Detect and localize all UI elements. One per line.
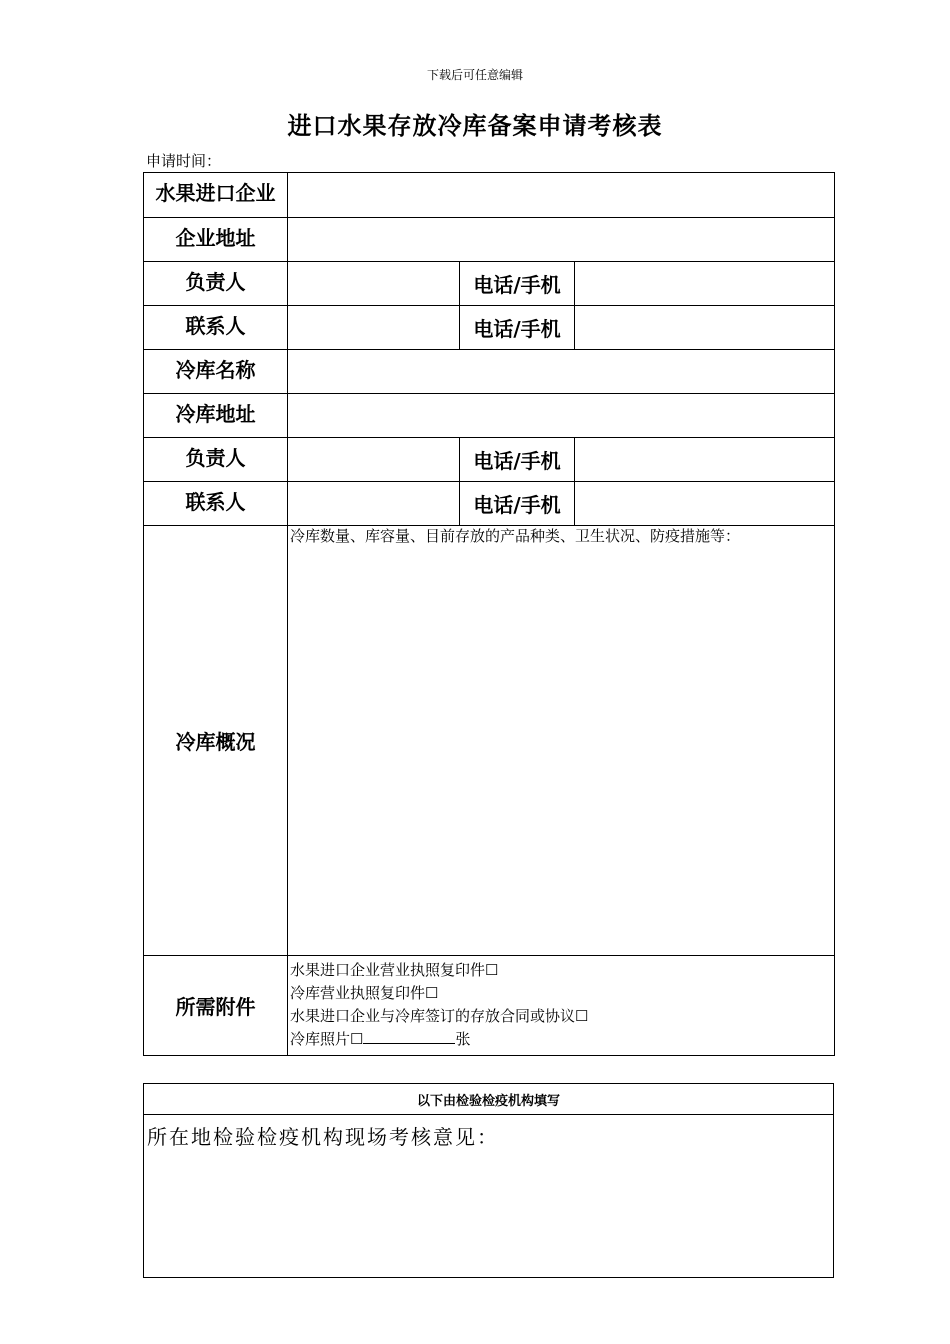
page-title: 进口水果存放冷库备案申请考核表 xyxy=(287,111,663,140)
cold-store-address-label: 冷库地址 xyxy=(144,394,288,438)
inspection-table xyxy=(143,1083,834,1278)
form-row-cold-store-contact xyxy=(144,482,835,526)
company-contact-phone-label: 电话/手机 xyxy=(460,306,575,350)
company-address-field[interactable] xyxy=(288,218,835,262)
attachment-text: 冷库营业执照复印件☐ xyxy=(290,984,439,1002)
photo-count-blank[interactable] xyxy=(363,1028,455,1044)
form-row-company-address xyxy=(144,218,835,262)
importer-label: 水果进口企业 xyxy=(144,173,288,218)
form-row-overview xyxy=(144,526,835,956)
inspection-opinion-row xyxy=(144,1115,834,1278)
cold-store-contact-phone-label: 电话/手机 xyxy=(460,482,575,526)
form-row-cold-store-address xyxy=(144,394,835,438)
attachment-item-storage-contract[interactable] xyxy=(290,1005,832,1028)
form-row-cold-store-name xyxy=(144,350,835,394)
form-row-company-contact xyxy=(144,306,835,350)
company-contact-field[interactable] xyxy=(288,306,460,350)
company-manager-phone-label: 电话/手机 xyxy=(460,262,575,306)
inspection-opinion-field[interactable] xyxy=(144,1115,834,1278)
cold-store-contact-field[interactable] xyxy=(288,482,460,526)
cold-store-manager-field[interactable] xyxy=(288,438,460,482)
cold-store-manager-phone-label: 电话/手机 xyxy=(460,438,575,482)
attachment-text: 冷库照片☐ xyxy=(290,1030,364,1048)
overview-label: 冷库概况 xyxy=(144,526,288,956)
application-form-table xyxy=(143,172,835,1056)
overview-hint: 冷库数量、库容量、目前存放的产品种类、卫生状况、防疫措施等： xyxy=(290,527,741,545)
form-row-company-manager xyxy=(144,262,835,306)
cold-store-contact-phone-field[interactable] xyxy=(575,482,835,526)
attachments-label: 所需附件 xyxy=(144,956,288,1056)
company-manager-phone-field[interactable] xyxy=(575,262,835,306)
cold-store-address-field[interactable] xyxy=(288,394,835,438)
inspection-opinion-label: 所在地检验检疫机构现场考核意见： xyxy=(147,1125,499,1149)
header-note: 下载后可任意编辑 xyxy=(426,68,523,82)
attachment-item-cold-store-license[interactable] xyxy=(290,982,832,1005)
cold-store-name-label: 冷库名称 xyxy=(144,350,288,394)
company-manager-label: 负责人 xyxy=(144,262,288,306)
cold-store-manager-phone-field[interactable] xyxy=(575,438,835,482)
company-address-label: 企业地址 xyxy=(144,218,288,262)
attachment-text: 水果进口企业营业执照复印件☐ xyxy=(290,961,499,979)
form-row-importer xyxy=(144,173,835,218)
overview-field[interactable] xyxy=(288,526,835,956)
company-contact-phone-field[interactable] xyxy=(575,306,835,350)
importer-value-field[interactable] xyxy=(288,173,835,218)
company-contact-label: 联系人 xyxy=(144,306,288,350)
company-manager-field[interactable] xyxy=(288,262,460,306)
attachment-item-importer-license[interactable] xyxy=(290,959,832,982)
cold-store-contact-label: 联系人 xyxy=(144,482,288,526)
form-row-cold-store-manager xyxy=(144,438,835,482)
inspection-header: 以下由检验检疫机构填写 xyxy=(144,1084,834,1115)
apply-time-label: 申请时间： xyxy=(146,152,222,170)
inspection-header-row xyxy=(144,1084,834,1115)
attachments-list xyxy=(288,956,835,1056)
photo-unit: 张 xyxy=(455,1030,471,1048)
cold-store-manager-label: 负责人 xyxy=(144,438,288,482)
form-row-attachments xyxy=(144,956,835,1056)
attachment-item-photos[interactable] xyxy=(290,1028,832,1051)
cold-store-name-field[interactable] xyxy=(288,350,835,394)
attachment-text: 水果进口企业与冷库签订的存放合同或协议☐ xyxy=(290,1007,589,1025)
